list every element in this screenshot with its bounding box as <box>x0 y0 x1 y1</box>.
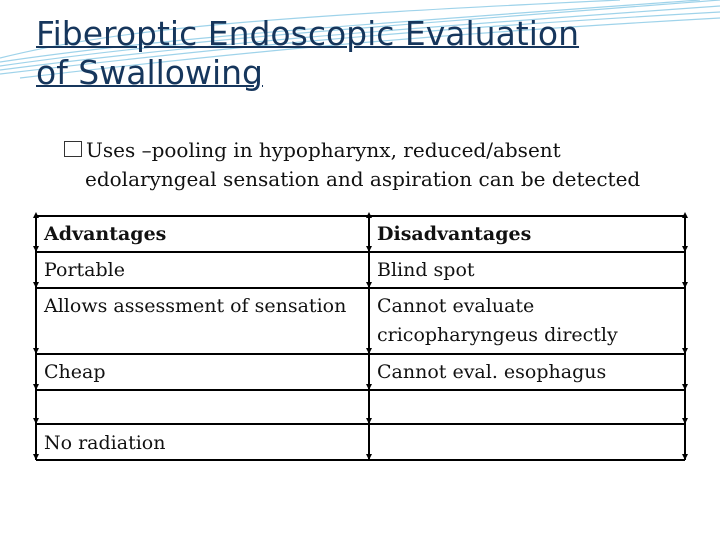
table-cell-disadv-2-line-1: Cannot evaluate <box>377 295 535 317</box>
table-cell-disadv-2-line-2: cricopharyngeus directly <box>377 324 618 346</box>
bullet-text-line-1: Uses –pooling in hypopharynx, reduced/absent <box>86 138 561 162</box>
title-line-1: Fiberoptic Endoscopic Evaluation <box>36 14 580 53</box>
table-cell-disadv-1: Blind spot <box>377 259 475 281</box>
bullet-text-line-2: edolaryngeal sensation and aspiration can be detected <box>85 167 641 191</box>
table-cell-disadv-3: Cannot eval. esophagus <box>377 361 607 383</box>
table-cell-adv-3: Cheap <box>44 361 106 383</box>
table-header-disadvantages: Disadvantages <box>377 223 532 245</box>
table-cell-adv-5: No radiation <box>44 432 166 454</box>
table-cell-adv-2: Allows assessment of sensation <box>44 295 347 317</box>
table-cell-adv-1: Portable <box>44 259 125 281</box>
table-header-advantages: Advantages <box>44 223 167 245</box>
title-line-2: of Swallowing <box>36 53 264 92</box>
